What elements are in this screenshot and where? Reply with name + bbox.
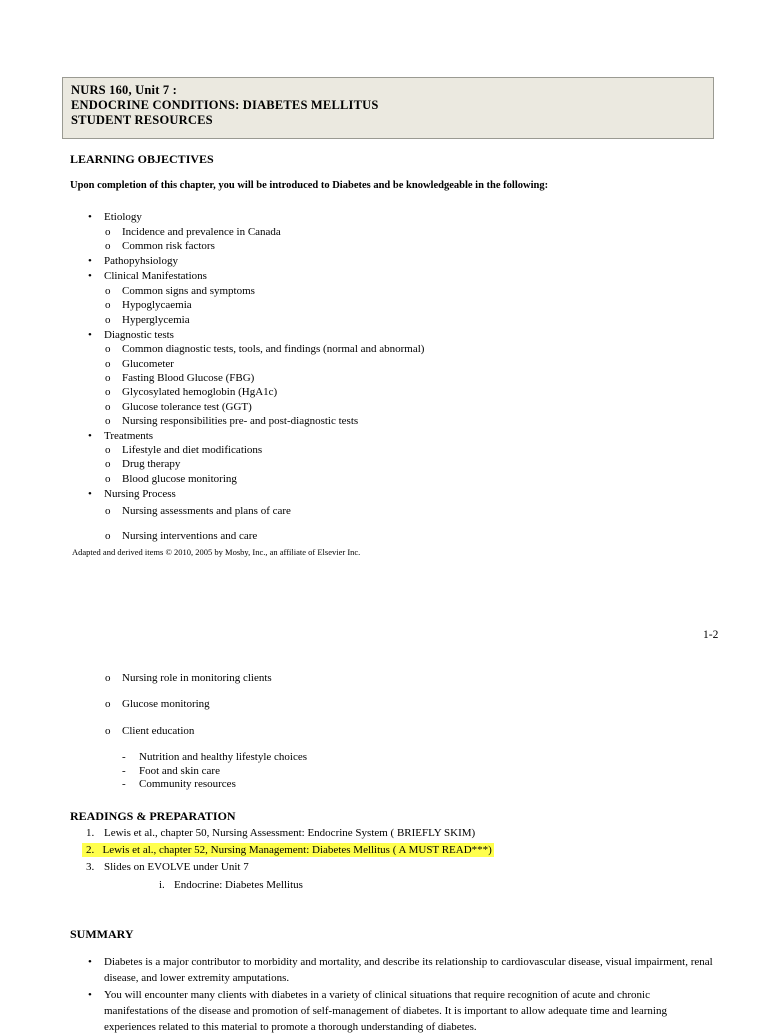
reading-item-2: 2. Lewis et al., chapter 52, Nursing Management: Diabetes Mellitus ( A MUST READ***) [82,844,494,856]
list-item: o Common diagnostic tests, tools, and findings (normal and abnormal) [122,343,424,355]
reading-item-3: 3. Slides on EVOLVE under Unit 7 [86,861,249,873]
objectives-intro: Upon completion of this chapter, you will be introduced to Diabetes and be knowledgeable in the following: [70,180,549,191]
list-item: o Hyperglycemia [122,314,190,326]
reading-item-2-text: Lewis et al., chapter 52, Nursing Management: Diabetes Mellitus ( A MUST READ***) [102,844,492,856]
list-item: o Lifestyle and diet modifications [122,444,262,456]
readings-heading: READINGS & PREPARATION [70,809,236,823]
list-item: o Nursing interventions and care [122,530,257,542]
summary-bullet-2: • You will encounter many clients with diabetes in a variety of clinical situations that require recognition of acute and chronic manifestations of the disease and promotion of self-management of diabetes. It is important to allow adequate time and learning experiences related to this material to promote a thorough understanding of diabetes. [88,989,667,1033]
page-number: 1-2 [703,629,719,641]
list-item: o Glucose tolerance test (GGT) [122,401,252,413]
list-item: o Common signs and symptoms [122,285,255,297]
list-item: o Common risk factors [122,240,215,252]
list-item-treatments: • Treatments [104,430,153,442]
list-item-diagnostic: • Diagnostic tests [104,329,174,341]
list-item: - Community resources [139,778,236,790]
list-item: o Glycosylated hemoglobin (HgA1c) [122,386,277,398]
summary-bullet-1: • Diabetes is a major contributor to morbidity and mortality, and describe its relationship to cardiovascular disease, visual impairment, renal disease, and lower extremity amputations. [88,956,713,984]
list-item: o Glucose monitoring [122,698,210,710]
title-line-1: NURS 160, Unit 7 : [71,83,178,97]
list-item: o Client education [122,725,194,737]
list-item: o Glucometer [122,358,174,370]
list-item: o Hypoglycaemia [122,299,192,311]
list-item-etiology: • Etiology [104,211,142,223]
list-item: o Nursing assessments and plans of care [122,505,291,517]
reading-item-1: 1. Lewis et al., chapter 50, Nursing Assessment: Endocrine System ( BRIEFLY SKIM) [86,827,476,839]
copyright-footer: Adapted and derived items © 2010, 2005 by Mosby, Inc., an affiliate of Elsevier Inc. [72,547,361,557]
list-item: o Nursing responsibilities pre- and post-diagnostic tests [122,415,358,427]
summary-heading: SUMMARY [70,927,134,941]
list-item: - Nutrition and healthy lifestyle choices [139,751,307,763]
list-item-clinical: • Clinical Manifestations [104,270,207,282]
list-item-pathophysiology: • Pathopyhsiology [104,255,178,267]
list-item: o Blood glucose monitoring [122,473,237,485]
list-item: o Drug therapy [122,458,180,470]
list-item: - Foot and skin care [139,765,220,777]
list-item-nursing-process: • Nursing Process [104,488,176,500]
list-item: o Nursing role in monitoring clients [122,672,272,684]
title-box [62,77,714,139]
title-line-3: STUDENT RESOURCES [71,113,213,127]
list-item: o Fasting Blood Glucose (FBG) [122,372,254,384]
reading-sub-item: i. Endocrine: Diabetes Mellitus [159,879,303,891]
title-line-2: ENDOCRINE CONDITIONS: DIABETES MELLITUS [71,98,379,112]
objectives-heading: LEARNING OBJECTIVES [70,152,214,166]
list-item: o Incidence and prevalence in Canada [122,226,281,238]
